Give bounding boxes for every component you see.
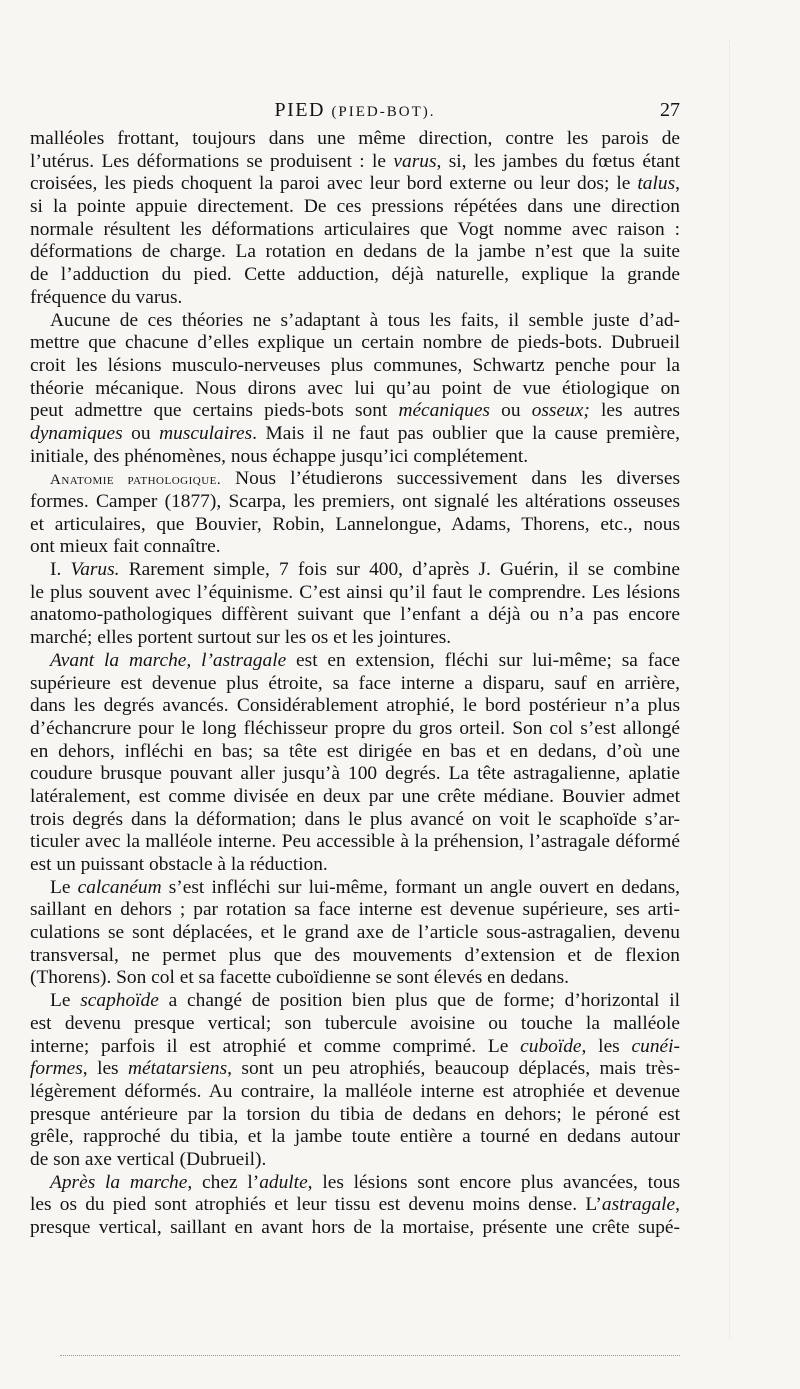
text-run: , les lésions sont encore plus avancées, tous (307, 1171, 681, 1193)
text-line (30, 854, 680, 877)
text-line (30, 945, 680, 968)
text-line (30, 378, 680, 401)
italic-text: musculaires (159, 422, 253, 444)
text-line (30, 1081, 680, 1104)
running-title-sub: (PIED-BOT). (331, 104, 436, 120)
text-run: fréquence du varus. (30, 286, 183, 308)
text-run: Nous l’étudierons successivement dans les diverses (221, 468, 680, 490)
text-line (30, 491, 680, 514)
text-line (30, 423, 680, 446)
text-run: est devenu presque vertical; son tubercule avoisine ou touche la malléole (30, 1012, 680, 1034)
text-line (30, 809, 680, 832)
running-title (30, 99, 680, 122)
text-run: croit les lésions musculo-nerveuses plus communes, Schwartz penche pour la (30, 354, 680, 376)
italic-text: cuboïde (520, 1035, 582, 1057)
text-run: Aucune de ces théories ne s’adaptant à tous les faits, il semble juste d’ad- (50, 309, 680, 331)
text-line (30, 173, 680, 196)
text-line (30, 332, 680, 355)
text-run: presque vertical, saillant en avant hors de la mortaise, présente une crête supé- (30, 1217, 680, 1238)
text-line (30, 264, 680, 287)
text-run: le plus souvent avec l’équinisme. C’est ainsi qu’il faut le comprendre. Les lésions (30, 581, 680, 603)
text-run: , si, les jambes du fœtus étant (436, 150, 681, 172)
text-run: de son axe vertical (Dubrueil). (30, 1148, 267, 1170)
text-run: est en extension, fléchi sur lui-même; sa face (286, 649, 680, 671)
italic-text: adulte (259, 1171, 308, 1193)
italic-text: Après la marche (50, 1171, 188, 1193)
text-run: formes. Camper (1877), Scarpa, les premiers, ont signalé les altérations osseuses (30, 491, 680, 512)
text-line (30, 967, 680, 990)
italic-text: formes (30, 1058, 83, 1080)
text-line (30, 1104, 680, 1127)
italic-text: calcanéum (77, 876, 162, 898)
italic-text: astragale (601, 1194, 676, 1216)
text-line (30, 219, 680, 242)
text-run: . Mais il ne faut pas oublier que la cause première, (252, 422, 680, 444)
section-heading: Anatomie pathologique. (50, 472, 222, 489)
text-line (30, 650, 680, 673)
text-run: Le (50, 990, 81, 1012)
text-line (30, 1013, 680, 1036)
text-line (30, 1194, 680, 1217)
text-run: ont mieux fait connaître. (30, 536, 221, 558)
text-run: l’utérus. Les déformations se produisent : le (30, 150, 394, 172)
text-line (30, 536, 680, 559)
text-run: Rarement simple, 7 fois sur 400, d’après J. Guérin, il se combine (119, 559, 680, 581)
text-run: les autres (589, 400, 680, 422)
text-line (30, 468, 680, 491)
text-run: ticuler avec la malléole interne. Peu accessible à la préhension, l’astragale déformé (30, 831, 680, 853)
text-line (30, 151, 680, 174)
text-line (30, 786, 680, 809)
text-run: dans les degrés avancés. Considérablement atrophié, le bord postérieur n’a plus (30, 695, 680, 717)
text-run: (Thorens). Son col et sa facette cuboïdienne se sont élevés en dedans. (30, 967, 569, 989)
text-run: de l’adduction du pied. Cette adduction, déjà naturelle, explique la grande (30, 264, 680, 286)
italic-text: talus (637, 173, 676, 195)
text-run: initiale, des phénomènes, nous échappe jusqu’ici complétement. (30, 445, 529, 467)
text-line (30, 718, 680, 741)
italic-text: cunéi- (631, 1035, 680, 1057)
text-run: coudure brusque pouvant aller jusqu’à 100 degrés. La tête astragalienne, aplatie (30, 763, 680, 785)
italic-text: métatarsiens (128, 1058, 228, 1080)
text-line (30, 196, 680, 219)
page-number: 27 (660, 99, 680, 121)
text-run: déformations de charge. La rotation en dedans de la jambe n’est que la suite (30, 241, 680, 263)
text-line (30, 673, 680, 696)
text-line (30, 355, 680, 378)
text-line (30, 241, 680, 264)
text-line (30, 1126, 680, 1149)
text-line (30, 1217, 680, 1240)
text-run: malléoles frottant, toujours dans une même direction, contre les parois de (30, 128, 680, 149)
text-run: presque antérieure par la torsion du tibia de dedans en dehors; le péroné est (30, 1103, 680, 1125)
text-run: , sont un peu atrophiés, beaucoup déplacés, mais très- (227, 1058, 680, 1080)
text-line (30, 604, 680, 627)
text-line (30, 831, 680, 854)
italic-text: varus (393, 150, 437, 172)
text-run: s’est infléchi sur lui-même, formant un angle ouvert en dedans, (161, 876, 680, 898)
running-title-main: PIED (274, 99, 325, 121)
text-line (30, 922, 680, 945)
text-run: si la pointe appuie directement. De ces pressions répétées dans une direction (30, 196, 680, 218)
text-run: supérieure est devenue plus étroite, sa face interne a disparu, sauf en arrière, (30, 672, 680, 694)
text-line (30, 1036, 680, 1059)
text-run: croisées, les pieds choquent la paroi avec leur bord externe ou leur dos; le (30, 173, 638, 195)
text-run: Le (50, 876, 78, 898)
text-run: , chez l’ (187, 1171, 260, 1193)
text-run: latéralement, est comme divisée en deux par une crête médiane. Bouvier admet (30, 785, 680, 807)
text-line (30, 400, 680, 423)
text-run: anatomo-pathologiques diffèrent suivant que l’enfant a déjà ou n’a pas encore (30, 604, 680, 626)
text-line (30, 877, 680, 900)
text-line (30, 559, 680, 582)
text-run: normale résultent les déformations articulaires que Vogt nomme avec raison : (30, 218, 680, 240)
text-line (30, 1172, 680, 1195)
text-line (30, 1149, 680, 1172)
text-run: interne; parfois il est atrophié et comme comprimé. Le (30, 1035, 521, 1057)
page-header (30, 99, 680, 127)
text-run: , les (82, 1058, 129, 1080)
text-line (30, 627, 680, 650)
text-run: a changé de position bien plus que de forme; d’horizontal il (158, 990, 680, 1012)
text-run: trois degrés dans la déformation; dans le plus avancé on voit le scaphoïde s’ar- (30, 808, 680, 830)
text-run: saillant en dehors ; par rotation sa face interne est devenue supérieure, ses arti- (30, 899, 680, 921)
text-line (30, 128, 680, 151)
text-run: mettre que chacune d’elles explique un certain nombre de pieds-bots. Dubrueil (30, 332, 680, 354)
text-run: , (675, 1194, 680, 1216)
text-run: culations se sont déplacées, et le grand axe de l’article sous-astragalien, devenu (30, 922, 680, 944)
text-run: peut admettre que certains pieds-bots sont (30, 400, 399, 422)
italic-text: dynamiques (30, 422, 123, 444)
text-line (30, 741, 680, 764)
text-run: , les (581, 1035, 632, 1057)
text-run: transversal, ne permet plus que des mouvements d’extension et de flexion (30, 944, 680, 966)
text-line (30, 763, 680, 786)
body-text (30, 128, 680, 1240)
margin-scan-specks (729, 40, 790, 1340)
text-line (30, 990, 680, 1013)
text-line (30, 582, 680, 605)
text-line (30, 514, 680, 537)
text-run: est un puissant obstacle à la réduction. (30, 854, 328, 875)
text-line (30, 446, 680, 469)
italic-text: osseux; (531, 400, 590, 422)
text-line (30, 310, 680, 333)
text-line (30, 287, 680, 310)
text-run: I. (50, 559, 71, 581)
text-line (30, 899, 680, 922)
text-line (30, 695, 680, 718)
text-run: , (675, 173, 680, 195)
italic-text: Avant la marche, l’astragale (50, 649, 287, 671)
text-run: marché; elles portent surtout sur les os et les jointures. (30, 627, 452, 649)
text-run: ou (489, 400, 532, 422)
italic-text: mécaniques (398, 400, 490, 422)
italic-text: Varus. (70, 559, 120, 581)
text-run: grêle, rapproché du tibia, et la jambe toute entière a tourné en dedans autour (30, 1126, 680, 1148)
text-run: d’échancrure pour le long fléchisseur propre du gros orteil. Son col s’est allongé (30, 717, 680, 739)
text-run: en dehors, infléchi en bas; sa tête est dirigée en bas et en dedans, d’où une (30, 740, 680, 762)
text-run: légèrement déformés. Au contraire, la malléole interne est atrophiée et devenue (30, 1080, 680, 1102)
footer-dotted-rule (60, 1355, 680, 1358)
text-run: ou (122, 422, 160, 444)
text-line (30, 1058, 680, 1081)
text-run: et articulaires, que Bouvier, Robin, Lannelongue, Adams, Thorens, etc., nous (30, 513, 680, 535)
italic-text: scaphoïde (80, 990, 159, 1012)
text-run: les os du pied sont atrophiés et leur tissu est devenu moins dense. L’ (30, 1194, 602, 1216)
text-run: théorie mécanique. Nous dirons avec lui qu’au point de vue étiologique on (30, 377, 680, 399)
